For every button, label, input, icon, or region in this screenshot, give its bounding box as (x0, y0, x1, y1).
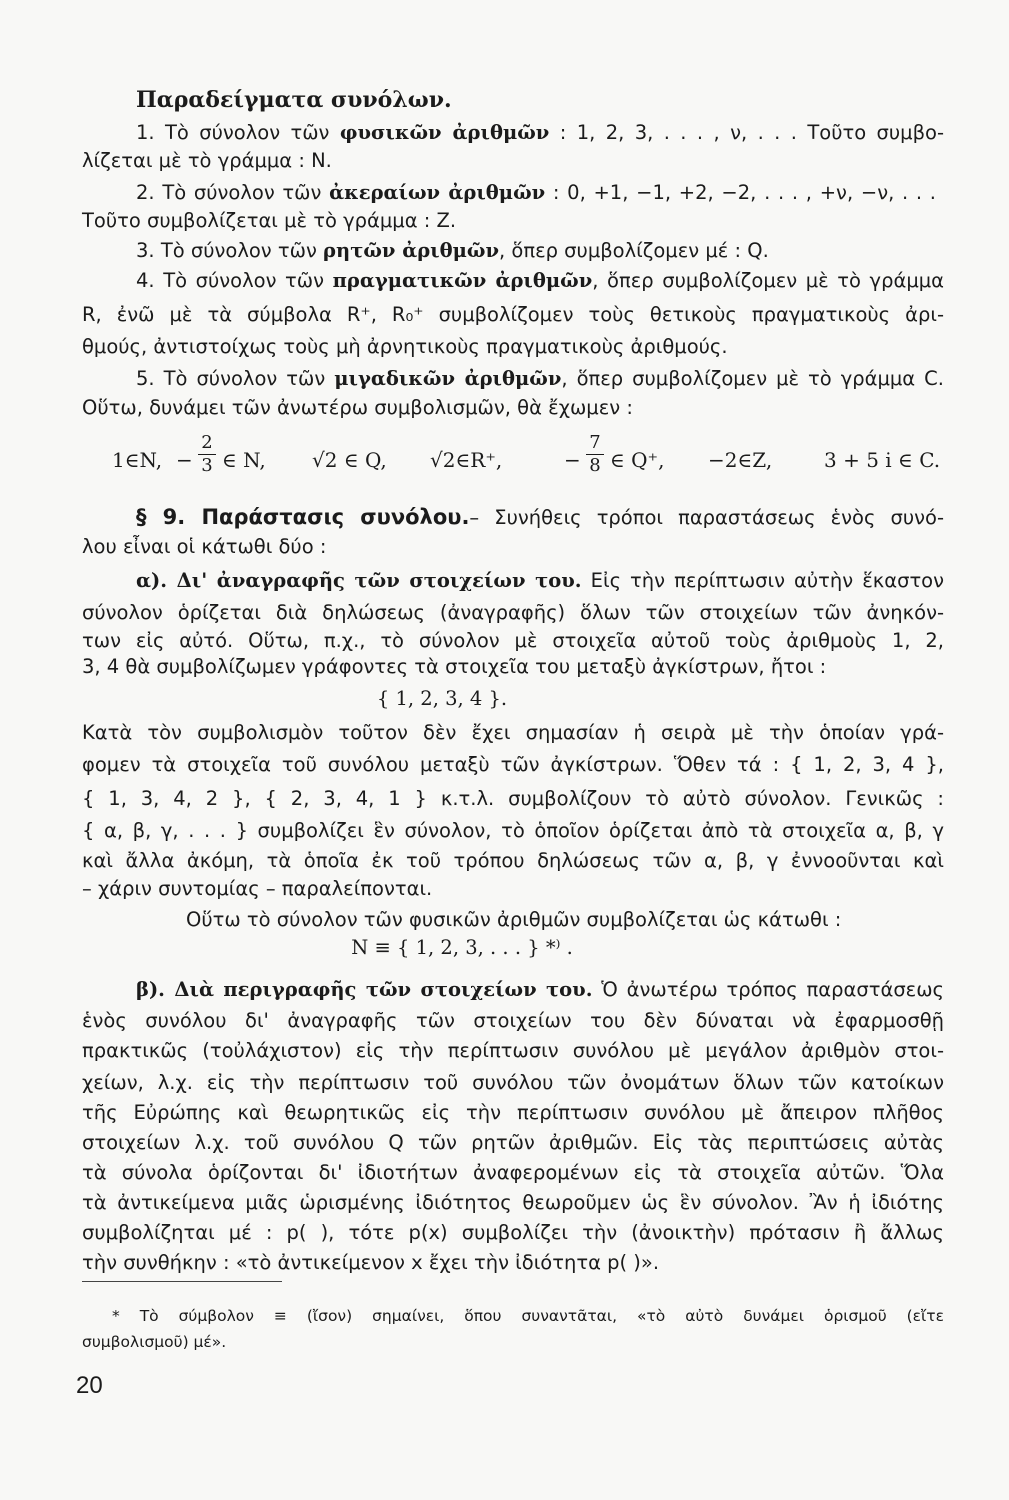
formula-3: √2 ∈ Q, (312, 448, 387, 472)
example-4: 4. Τὸ σύνολον τῶν πραγματικῶν ἀριθμῶν, ὅπερ συμβολίζομεν μὲ τὸ γράμμα (136, 269, 944, 292)
set-example: { 1, 2, 3, 4 }. (376, 687, 508, 710)
alpha-p4: { α, β, γ, . . . } συμβολίζει ἓν σύνολον, τὸ ὁποῖον ὁρίζεται ἀπὸ τὰ στοιχεῖα α, β, γ (82, 819, 944, 842)
formula-5-sign: − (564, 448, 581, 472)
section-9-heading: § 9. Παράστασις συνόλου.– Συνήθεις τρόποι παραστάσεως ἑνὸς συνό- (136, 505, 944, 529)
alpha-p1: Κατὰ τὸν συμβολισμὸν τοῦτον δὲν ἔχει σημασίαν ἡ σειρὰ μὲ τὴν ὁποίαν γρά- (82, 721, 944, 744)
footnote-line1: * Τὸ σύμβολον ≡ (ἴσον) σημαίνει, ὅπου συναντᾶται, «τὸ αὐτὸ δυνάμει ὁρισμοῦ (εἴτε (112, 1307, 944, 1325)
formula-4: √2∈R⁺, (430, 448, 503, 472)
alpha-paragraph: α). Δι' ἀναγραφῆς τῶν στοιχείων του. Εἰς τὴν περίπτωσιν αὐτὴν ἕκαστον (136, 569, 945, 592)
beta-line4: χείων, λ.χ. εἰς τὴν περίπτωσιν τοῦ συνόλου τῶν ὀνομάτων ὅλων τῶν κατοίκων (82, 1071, 944, 1094)
example-1-line2: λίζεται μὲ τὸ γράμμα : N. (82, 149, 332, 172)
beta-line3: πρακτικῶς (τοὐλάχιστον) εἰς τὴν περίπτωσιν συνόλου μὲ μεγάλον ἀριθμὸν στοι- (82, 1039, 944, 1062)
membership-formulas (112, 433, 952, 487)
alpha-line4: 3, 4 θὰ συμβολίζωμεν γράφοντες τὰ στοιχεῖα του μεταξὺ ἀγκίστρων, ἤτοι : (82, 655, 827, 678)
beta-line5: τῆς Εὐρώπης καὶ θεωρητικῶς εἰς τὴν περίπτωσιν συνόλου μὲ ἄπειρον πλῆθος (82, 1101, 944, 1124)
formula-2-rest: ∈ N, (222, 448, 266, 472)
alpha-p5: καὶ ἄλλα ἀκόμη, τὰ ὁποῖα ἐκ τοῦ τρόπου δηλώσεως τῶν α, β, γ ἐννοοῦνται καὶ (82, 849, 944, 872)
alpha-line2: σύνολον ὁρίζεται διὰ δηλώσεως (ἀναγραφῆς) ὅλων τῶν στοιχείων τῶν ἀνηκόν- (82, 601, 944, 624)
formula-7: 3 + 5 i ∈ C. (824, 448, 941, 472)
example-2: 2. Τὸ σύνολον τῶν ἀκεραίων ἀριθμῶν : 0, +1, −1, +2, −2, . . . , +ν, −ν, . . . (136, 181, 937, 204)
alpha-p2: φομεν τὰ στοιχεῖα τοῦ συνόλου μεταξὺ τῶν ἀγκίστρων. Ὅθεν τά : { 1, 2, 3, 4 }, (82, 753, 944, 776)
alpha-p7: Οὕτω τὸ σύνολον τῶν φυσικῶν ἀριθμῶν συμβολίζεται ὡς κάτωθι : (186, 908, 842, 931)
beta-line8: τὰ ἀντικείμενα μιᾶς ὡρισμένης ἰδιότητος θεωροῦμεν ὡς ἓν σύνολον. Ἂν ἡ ἰδιότης (82, 1191, 944, 1214)
formula-1: 1∈N, (112, 448, 163, 472)
example-2-line2: Τοῦτο συμβολίζεται μὲ τὸ γράμμα : Z. (82, 209, 457, 232)
beta-line9: συμβολίζηται μέ : p( ), τότε p(x) συμβολίζει τὴν (ἀνοικτὴν) πρότασιν ἢ ἄλλως (82, 1221, 944, 1244)
example-5-line2: Οὕτω, δυνάμει τῶν ἀνωτέρω συμβολισμῶν, θὰ ἔχωμεν : (82, 396, 633, 419)
page-number: 20 (76, 1372, 103, 1399)
footnote-rule (82, 1281, 282, 1282)
fraction-2-3: 2 3 (198, 433, 216, 476)
beta-line10: τὴν συνθήκην : «τὸ ἀντικείμενον x ἔχει τὴν ἰδιότητα p( )». (82, 1251, 660, 1274)
example-5: 5. Τὸ σύνολον τῶν μιγαδικῶν ἀριθμῶν, ὅπερ συμβολίζομεν μὲ τὸ γράμμα C. (136, 367, 944, 390)
footnote-line2: συμβολισμοῦ) μέ». (82, 1333, 227, 1351)
example-4-line2: R, ἐνῶ μὲ τὰ σύμβολα R⁺, R₀⁺ συμβολίζομεν τοὺς θετικοὺς πραγματικοὺς ἀρι- (82, 303, 944, 326)
beta-line6: στοιχείων λ.χ. τοῦ συνόλου Q τῶν ρητῶν ἀριθμῶν. Εἰς τὰς περιπτώσεις αὐτὰς (82, 1131, 944, 1154)
formula-6: −2∈Z, (708, 448, 773, 472)
example-1: 1. Τὸ σύνολον τῶν φυσικῶν ἀριθμῶν : 1, 2, 3, . . . , ν, . . . Τοῦτο συμβο- (136, 121, 945, 144)
fraction-7-8: 7 8 (586, 433, 604, 476)
formula-2-sign: − (176, 448, 193, 472)
example-3: 3. Τὸ σύνολον τῶν ρητῶν ἀριθμῶν, ὅπερ συμβολίζομεν μέ : Q. (136, 239, 769, 262)
beta-line2: ἑνὸς συνόλου δι' ἀναγραφῆς τῶν στοιχείων του δὲν δύναται νὰ ἐφαρμοσθῇ (82, 1009, 944, 1032)
alpha-p3: { 1, 3, 4, 2 }, { 2, 3, 4, 1 } κ.τ.λ. συμβολίζουν τὸ αὐτὸ σύνολον. Γενικῶς : (82, 787, 944, 810)
beta-paragraph: β). Διὰ περιγραφῆς τῶν στοιχείων του. Ὁ ἀνωτέρω τρόπος παραστάσεως (136, 978, 944, 1001)
formula-5-rest: ∈ Q⁺, (610, 448, 665, 472)
beta-line7: τὰ σύνολα ὁρίζονται δι' ἰδιοτήτων ἀναφερομένων εἰς τὰ στοιχεῖα αὐτῶν. Ὅλα (82, 1161, 944, 1184)
natural-numbers-set: N ≡ { 1, 2, 3, . . . } *⁾ . (351, 936, 573, 959)
section-heading: Παραδείγματα συνόλων. (136, 87, 452, 113)
example-4-line3: θμούς, ἀντιστοίχως τοὺς μὴ ἀρνητικοὺς πραγματικοὺς ἀριθμούς. (82, 335, 728, 358)
section-9-line2: λου εἶναι οἱ κάτωθι δύο : (82, 535, 327, 558)
alpha-p6: – χάριν συντομίας – παραλείπονται. (82, 877, 433, 900)
alpha-line3: των εἰς αὐτό. Οὕτω, π.χ., τὸ σύνολον μὲ στοιχεῖα αὐτοῦ τοὺς ἀριθμοὺς 1, 2, (82, 629, 944, 652)
